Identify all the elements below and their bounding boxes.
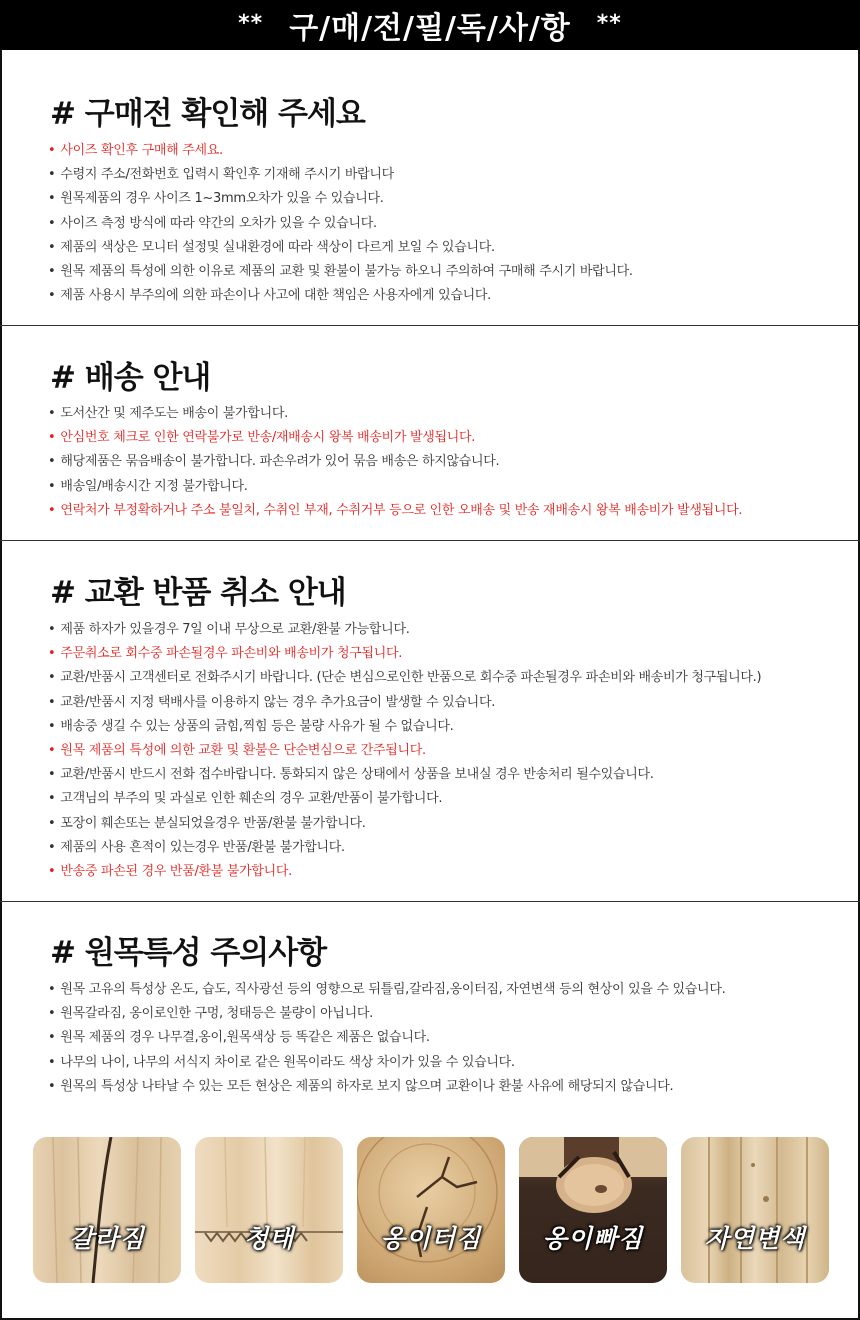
notice-item: • 원목 제품의 특성에 의한 이유로 제품의 교환 및 환불이 불가능 하오니 주의하여 구매해 주시기 바랍니다. bbox=[48, 260, 633, 284]
sample-mold-image bbox=[195, 1137, 343, 1283]
notice-item: • 배송중 생길 수 있는 상품의 긁힘,찍힘 등은 불량 사유가 될 수 없습니다. bbox=[48, 715, 761, 739]
notice-header-bar bbox=[0, 0, 860, 50]
notice-item: • 배송일/배송시간 지정 불가합니다. bbox=[48, 475, 742, 499]
crack-texture bbox=[33, 1137, 181, 1283]
section-heading: # 구매전 확인해 주세요 bbox=[50, 96, 365, 132]
sample-knot-burst-image bbox=[357, 1137, 505, 1283]
notice-list bbox=[48, 402, 742, 523]
notice-item: • 제품의 사용 흔적이 있는경우 반품/환불 불가합니다. bbox=[48, 836, 761, 860]
sample-label: 청태 bbox=[243, 1224, 295, 1253]
notice-item: • 사이즈 측정 방식에 따라 약간의 오차가 있을 수 있습니다. bbox=[48, 212, 633, 236]
header-stars-left: ** bbox=[238, 10, 264, 36]
section-shipping bbox=[0, 326, 860, 541]
discoloration-texture bbox=[681, 1137, 829, 1283]
notice-item: • 원목 고유의 특성상 온도, 습도, 직사광선 등의 영향으로 뒤틀림,갈라짐,옹이터짐, 자연변색 등의 현상이 있을 수 있습니다. bbox=[48, 978, 725, 1002]
notice-item: • 포장이 훼손또는 분실되었을경우 반품/환불 불가합니다. bbox=[48, 812, 761, 836]
notice-item: • 해당제품은 묶음배송이 불가합니다. 파손우려가 있어 묶음 배송은 하지않습니다. bbox=[48, 450, 742, 474]
notice-title: 구/매/전/필/독/사/항 bbox=[289, 11, 571, 46]
notice-item: • 반송중 파손된 경우 반품/환불 불가합니다. bbox=[48, 860, 761, 884]
notice-item: • 나무의 나이, 나무의 서식지 차이로 같은 원목이라도 색상 차이가 있을 수 있습니다. bbox=[48, 1051, 725, 1075]
mold-texture bbox=[195, 1137, 343, 1283]
notice-item: • 고객님의 부주의 및 과실로 인한 훼손의 경우 교환/반품이 불가합니다. bbox=[48, 787, 761, 811]
sample-label: 옹이터짐 bbox=[380, 1224, 482, 1253]
section-heading: # 배송 안내 bbox=[50, 360, 211, 396]
sample-label: 옹이빠짐 bbox=[542, 1224, 644, 1253]
header-stars-right: ** bbox=[596, 10, 622, 36]
sample-label: 갈라짐 bbox=[69, 1224, 145, 1253]
sample-discoloration-image bbox=[681, 1137, 829, 1283]
notice-item: • 도서산간 및 제주도는 배송이 불가합니다. bbox=[48, 402, 742, 426]
section-heading: # 원목특성 주의사항 bbox=[50, 935, 327, 971]
notice-item: • 교환/반품시 지정 택배사를 이용하지 않는 경우 추가요금이 발생할 수 있습니다. bbox=[48, 691, 761, 715]
notice-item: • 주문취소로 회수중 파손될경우 파손비와 배송비가 청구됩니다. bbox=[48, 642, 761, 666]
notice-item: • 교환/반품시 반드시 전화 접수바랍니다. 통화되지 않은 상태에서 상품을 보내실 경우 반송처리 될수있습니다. bbox=[48, 763, 761, 787]
notice-item: • 제품의 색상은 모니터 설정및 실내환경에 따라 색상이 다르게 보일 수 있습니다. bbox=[48, 236, 633, 260]
knot-loss-texture bbox=[519, 1137, 667, 1283]
notice-item: • 원목제품의 경우 사이즈 1~3mm오차가 있을 수 있습니다. bbox=[48, 187, 633, 211]
notice-list bbox=[48, 139, 633, 308]
notice-item: • 연락처가 부정확하거나 주소 불일치, 수취인 부재, 수취거부 등으로 인한 오배송 및 반송 재배송시 왕복 배송비가 발생됩니다. bbox=[48, 499, 742, 523]
wood-defect-samples bbox=[33, 1137, 829, 1283]
section-exchange-return bbox=[0, 541, 860, 902]
notice-list bbox=[48, 978, 725, 1099]
notice-item: • 제품 하자가 있을경우 7일 이내 무상으로 교환/환불 가능합니다. bbox=[48, 618, 761, 642]
notice-item: • 제품 사용시 부주의에 의한 파손이나 사고에 대한 책임은 사용자에게 있습니다. bbox=[48, 284, 633, 308]
section-before-purchase bbox=[0, 50, 860, 326]
sample-crack-image bbox=[33, 1137, 181, 1283]
sample-knot-loss-image bbox=[519, 1137, 667, 1283]
notice-item: • 수령지 주소/전화번호 입력시 확인후 기재해 주시기 바랍니다 bbox=[48, 163, 633, 187]
knot-burst-texture bbox=[357, 1137, 505, 1283]
notice-item: • 원목의 특성상 나타날 수 있는 모든 현상은 제품의 하자로 보지 않으며 교환이나 환불 사유에 해당되지 않습니다. bbox=[48, 1075, 725, 1099]
notice-list bbox=[48, 618, 761, 884]
section-heading: # 교환 반품 취소 안내 bbox=[50, 575, 346, 611]
notice-item: • 사이즈 확인후 구매해 주세요. bbox=[48, 139, 633, 163]
notice-item: • 원목 제품의 특성에 의한 교환 및 환불은 단순변심으로 간주됩니다. bbox=[48, 739, 761, 763]
notice-item: • 원목갈라짐, 옹이로인한 구멍, 청태등은 불량이 아닙니다. bbox=[48, 1002, 725, 1026]
notice-item: • 원목 제품의 경우 나무결,옹이,원목색상 등 똑같은 제품은 없습니다. bbox=[48, 1026, 725, 1050]
notice-item: • 안심번호 체크로 인한 연락불가로 반송/재배송시 왕복 배송비가 발생됩니다. bbox=[48, 426, 742, 450]
notice-item: • 교환/반품시 고객센터로 전화주시기 바랍니다. (단순 변심으로인한 반품으로 회수중 파손될경우 파손비와 배송비가 청구됩니다.) bbox=[48, 666, 761, 690]
sample-label: 자연변색 bbox=[704, 1224, 806, 1253]
